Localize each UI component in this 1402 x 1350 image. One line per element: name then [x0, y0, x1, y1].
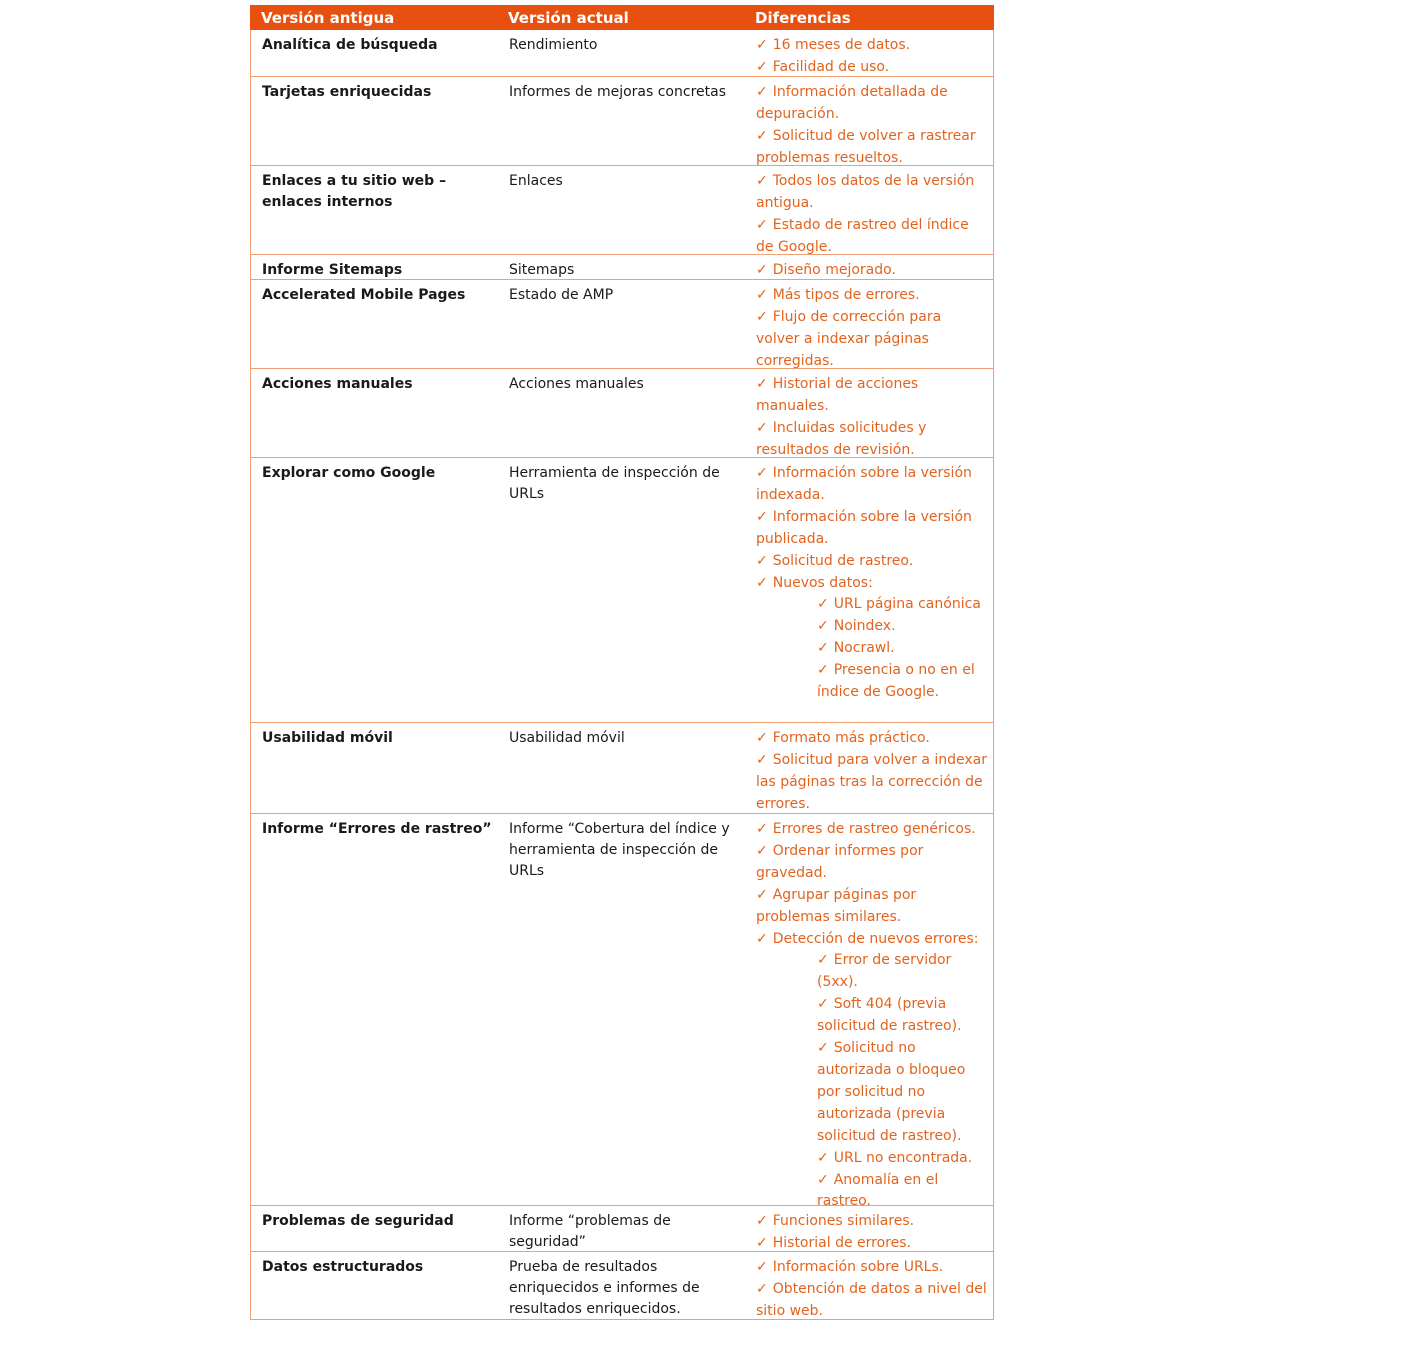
difference-text: Detección de nuevos errores:: [772, 930, 979, 947]
difference-item: [756, 929, 988, 951]
difference-item: [817, 616, 988, 638]
checkmark-icon: ✓: [817, 1040, 829, 1057]
current-version-cell: Usabilidad móvil: [509, 730, 625, 746]
table-row: [250, 723, 994, 814]
difference-item: [756, 285, 988, 307]
old-version-cell: Enlaces a tu sitio web – enlaces internos: [262, 173, 447, 210]
differences-cell: [756, 728, 988, 816]
differences-cell: [756, 1211, 988, 1255]
difference-text: Historial de acciones manuales.: [756, 376, 919, 414]
old-version-cell: Analítica de búsqueda: [262, 37, 438, 53]
difference-text: Facilidad de uso.: [772, 58, 890, 75]
difference-item: [756, 215, 988, 259]
difference-text: Información sobre la versión publicada.: [756, 508, 972, 547]
difference-text: Solicitud no autorizada o bloqueo por solicitud no autorizada (previa solicitud de rastreo).: [817, 1040, 966, 1144]
current-version-cell: Informes de mejoras concretas: [509, 84, 726, 100]
difference-text: Obtención de datos a nivel del sitio web.: [756, 1280, 987, 1319]
difference-text: URL no encontrada.: [833, 1149, 973, 1166]
checkmark-icon: ✓: [756, 1280, 768, 1297]
table-row: [250, 255, 994, 280]
old-version-cell: Informe “Errores de rastreo”: [262, 821, 492, 837]
difference-item: [817, 594, 988, 616]
difference-item: [817, 1148, 988, 1170]
difference-item: [817, 994, 988, 1038]
table-row: [250, 1252, 994, 1320]
difference-item: [756, 728, 988, 750]
checkmark-icon: ✓: [817, 996, 829, 1013]
current-version-cell: Enlaces: [509, 173, 563, 189]
old-version-cell: Explorar como Google: [262, 465, 436, 481]
differences-cell: [756, 171, 988, 259]
header-differences: Diferencias: [755, 9, 851, 27]
checkmark-icon: ✓: [756, 842, 768, 859]
checkmark-icon: ✓: [756, 1213, 768, 1229]
checkmark-icon: ✓: [756, 751, 768, 768]
current-version-cell: Informe “problemas de seguridad”: [509, 1213, 671, 1250]
current-version-cell: Rendimiento: [509, 37, 598, 53]
difference-item: [817, 1038, 988, 1148]
difference-text: Diseño mejorado.: [772, 262, 896, 278]
table-row: [250, 30, 994, 77]
difference-item: [756, 82, 988, 126]
checkmark-icon: ✓: [756, 730, 768, 746]
difference-item: [756, 573, 988, 595]
difference-text: Información detallada de depuración.: [756, 84, 948, 122]
checkmark-icon: ✓: [817, 952, 829, 969]
current-version-cell: Prueba de resultados enriquecidos e informes de resultados enriquecidos.: [509, 1259, 700, 1317]
difference-text: Flujo de corrección para volver a indexar páginas corregidas.: [756, 308, 942, 369]
checkmark-icon: ✓: [756, 173, 768, 189]
checkmark-icon: ✓: [756, 821, 768, 837]
table-row: [250, 814, 994, 1210]
checkmark-icon: ✓: [817, 1171, 829, 1188]
checkmark-icon: ✓: [756, 1259, 768, 1275]
differences-cell: [756, 35, 988, 79]
difference-item: [756, 35, 988, 57]
difference-text: Historial de errores.: [772, 1234, 911, 1251]
old-version-cell: Usabilidad móvil: [262, 730, 393, 746]
difference-text: Noindex.: [833, 618, 896, 635]
table-row: [250, 166, 994, 255]
old-version-cell: Problemas de seguridad: [262, 1213, 454, 1229]
difference-text: 16 meses de datos.: [772, 37, 911, 53]
checkmark-icon: ✓: [756, 127, 768, 144]
current-version-cell: Estado de AMP: [509, 287, 614, 303]
checkmark-icon: ✓: [756, 84, 768, 100]
difference-text: Solicitud de volver a rastrear problemas resueltos.: [756, 127, 976, 166]
table-row: [250, 280, 994, 369]
difference-item: [756, 463, 988, 507]
difference-item: [756, 750, 988, 816]
difference-item: [756, 507, 988, 551]
differences-cell: [756, 463, 988, 704]
difference-text: Soft 404 (previa solicitud de rastreo).: [817, 996, 962, 1035]
table-row: [250, 458, 994, 723]
difference-item: [756, 551, 988, 573]
differences-cell: [756, 285, 988, 373]
difference-item: [756, 57, 988, 79]
differences-cell: [756, 260, 988, 282]
difference-text: URL página canónica: [833, 596, 981, 613]
difference-text: Información sobre la versión indexada.: [756, 465, 972, 503]
current-version-cell: Herramienta de inspección de URLs: [509, 465, 720, 502]
checkmark-icon: ✓: [817, 662, 829, 679]
difference-item: [756, 1211, 988, 1233]
differences-cell: [756, 1257, 988, 1323]
differences-cell: [756, 819, 988, 1213]
checkmark-icon: ✓: [756, 1234, 768, 1251]
current-version-cell: Acciones manuales: [509, 376, 644, 392]
checkmark-icon: ✓: [817, 596, 829, 613]
difference-text: Más tipos de errores.: [772, 287, 920, 303]
table-header: [250, 5, 994, 30]
difference-item: [817, 660, 988, 704]
difference-text: Error de servidor (5xx).: [817, 952, 952, 991]
difference-item: [756, 171, 988, 215]
old-version-cell: Accelerated Mobile Pages: [262, 287, 466, 303]
old-version-cell: Acciones manuales: [262, 376, 413, 392]
difference-text: Agrupar páginas por problemas similares.: [756, 886, 917, 925]
difference-item: [756, 126, 988, 170]
difference-text: Incluidas solicitudes y resultados de revisión.: [756, 419, 927, 458]
difference-text: Presencia o no en el índice de Google.: [817, 662, 975, 701]
difference-text: Anomalía en el rastreo.: [817, 1171, 939, 1210]
table-row: [250, 369, 994, 458]
difference-item: [756, 1257, 988, 1279]
checkmark-icon: ✓: [756, 886, 768, 903]
difference-item: [756, 1279, 988, 1323]
difference-text: Ordenar informes por gravedad.: [756, 842, 924, 881]
checkmark-icon: ✓: [756, 376, 768, 392]
current-version-cell: Informe “Cobertura del índice y herramienta de inspección de URLs: [509, 821, 730, 879]
table-row: [250, 1206, 994, 1252]
difference-item: [817, 950, 988, 994]
checkmark-icon: ✓: [756, 308, 768, 325]
checkmark-icon: ✓: [756, 216, 768, 233]
difference-text: Nuevos datos:: [772, 574, 873, 591]
difference-item: [756, 418, 988, 462]
differences-cell: [756, 374, 988, 462]
difference-text: Estado de rastreo del índice de Google.: [756, 216, 969, 255]
table-row: [250, 77, 994, 166]
old-version-cell: Datos estructurados: [262, 1259, 424, 1275]
difference-text: Formato más práctico.: [772, 730, 930, 746]
checkmark-icon: ✓: [817, 640, 829, 657]
checkmark-icon: ✓: [756, 58, 768, 75]
checkmark-icon: ✓: [756, 508, 768, 525]
checkmark-icon: ✓: [756, 37, 768, 53]
difference-item: [756, 885, 988, 929]
checkmark-icon: ✓: [756, 552, 768, 569]
differences-cell: [756, 82, 988, 170]
difference-text: Nocrawl.: [833, 640, 895, 657]
header-current-version: Versión actual: [508, 9, 629, 27]
checkmark-icon: ✓: [756, 287, 768, 303]
difference-text: Funciones similares.: [772, 1213, 915, 1229]
difference-item: [817, 638, 988, 660]
checkmark-icon: ✓: [756, 574, 768, 591]
difference-item: [756, 841, 988, 885]
checkmark-icon: ✓: [817, 618, 829, 635]
old-version-cell: Informe Sitemaps: [262, 262, 403, 278]
difference-text: Errores de rastreo genéricos.: [772, 821, 976, 837]
checkmark-icon: ✓: [756, 419, 768, 436]
difference-text: Solicitud de rastreo.: [772, 552, 914, 569]
header-old-version: Versión antigua: [261, 9, 395, 27]
difference-item: [756, 819, 988, 841]
checkmark-icon: ✓: [817, 1149, 829, 1166]
old-version-cell: Tarjetas enriquecidas: [262, 84, 432, 100]
checkmark-icon: ✓: [756, 465, 768, 481]
difference-text: Todos los datos de la versión antigua.: [756, 173, 975, 211]
difference-text: Información sobre URLs.: [772, 1259, 944, 1275]
difference-item: [756, 374, 988, 418]
checkmark-icon: ✓: [756, 930, 768, 947]
difference-item: [756, 260, 988, 282]
difference-item: [756, 307, 988, 373]
current-version-cell: Sitemaps: [509, 262, 575, 278]
difference-text: Solicitud para volver a indexar las páginas tras la corrección de errores.: [756, 751, 988, 812]
checkmark-icon: ✓: [756, 262, 768, 278]
